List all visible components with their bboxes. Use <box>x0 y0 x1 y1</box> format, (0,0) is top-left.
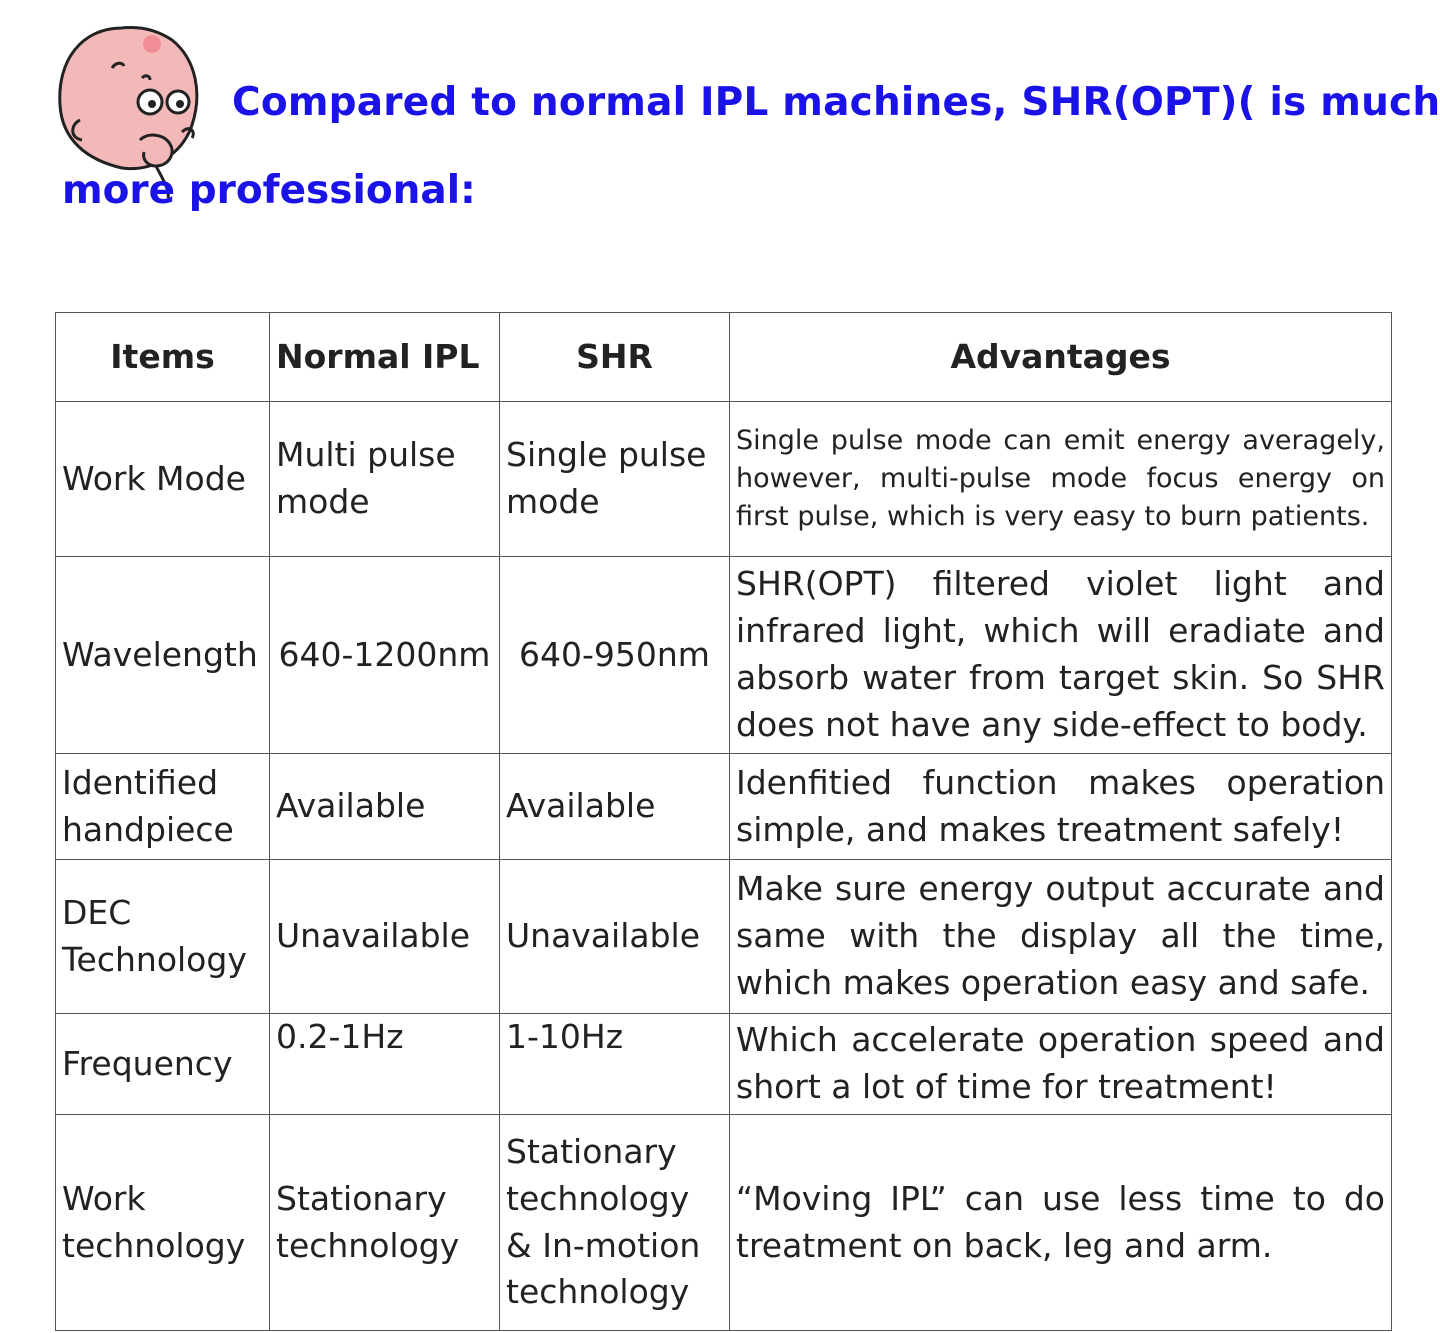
row-advantage-cell: Make sure energy output accurate and same with the display all the time, which makes operation easy and safe. <box>730 860 1392 1014</box>
row-normal-ipl-cell: Stationary technology <box>270 1115 500 1331</box>
row-normal-ipl-cell: 0.2-1Hz <box>270 1014 500 1115</box>
row-advantage-cell: Which accelerate operation speed and short a lot of time for treatment! <box>730 1014 1392 1115</box>
row-shr-cell: 1-10Hz <box>500 1014 730 1115</box>
table-row <box>56 860 1392 1014</box>
column-header-shr: SHR <box>500 313 730 402</box>
row-normal-ipl-cell: 640-1200nm <box>270 557 500 754</box>
row-shr-cell: Stationary technology & In-motion technology <box>500 1115 730 1331</box>
row-advantage-cell: “Moving IPL” can use less time to do treatment on back, leg and arm. <box>730 1115 1392 1331</box>
row-item-cell: Frequency <box>56 1014 270 1115</box>
row-item-cell: Work Mode <box>56 402 270 557</box>
column-header-advantages: Advantages <box>730 313 1392 402</box>
row-item-cell: Work technology <box>56 1115 270 1331</box>
row-advantage-cell: Single pulse mode can emit energy averagely, however, multi-pulse mode focus energy on first pulse, which is very easy to burn patients. <box>730 402 1392 557</box>
table-row <box>56 557 1392 754</box>
table-header-row <box>56 313 1392 402</box>
row-advantage-cell: SHR(OPT) filtered violet light and infrared light, which will eradiate and absorb water from target skin. So SHR does not have any side-effect to body. <box>730 557 1392 754</box>
table-row <box>56 1014 1392 1115</box>
column-header-items: Items <box>56 313 270 402</box>
row-advantage-cell: Idenfitied function makes operation simple, and makes treatment safely! <box>730 754 1392 860</box>
row-shr-cell: 640-950nm <box>500 557 730 754</box>
row-normal-ipl-cell: Available <box>270 754 500 860</box>
column-header-normal-ipl: Normal IPL <box>270 313 500 402</box>
row-shr-cell: Available <box>500 754 730 860</box>
comparison-table <box>55 312 1392 1331</box>
row-item-cell: Wavelength <box>56 557 270 754</box>
table-row <box>56 402 1392 557</box>
row-shr-cell: Single pulse mode <box>500 402 730 557</box>
row-normal-ipl-cell: Multi pulse mode <box>270 402 500 557</box>
table-row <box>56 754 1392 860</box>
row-normal-ipl-cell: Unavailable <box>270 860 500 1014</box>
row-shr-cell: Unavailable <box>500 860 730 1014</box>
page-title-continued: more professional: <box>62 168 476 213</box>
row-item-cell: Identified handpiece <box>56 754 270 860</box>
row-item-cell: DEC Technology <box>56 860 270 1014</box>
page-title: Compared to normal IPL machines, SHR(OPT)( is much <box>232 80 1440 125</box>
table-row <box>56 1115 1392 1331</box>
